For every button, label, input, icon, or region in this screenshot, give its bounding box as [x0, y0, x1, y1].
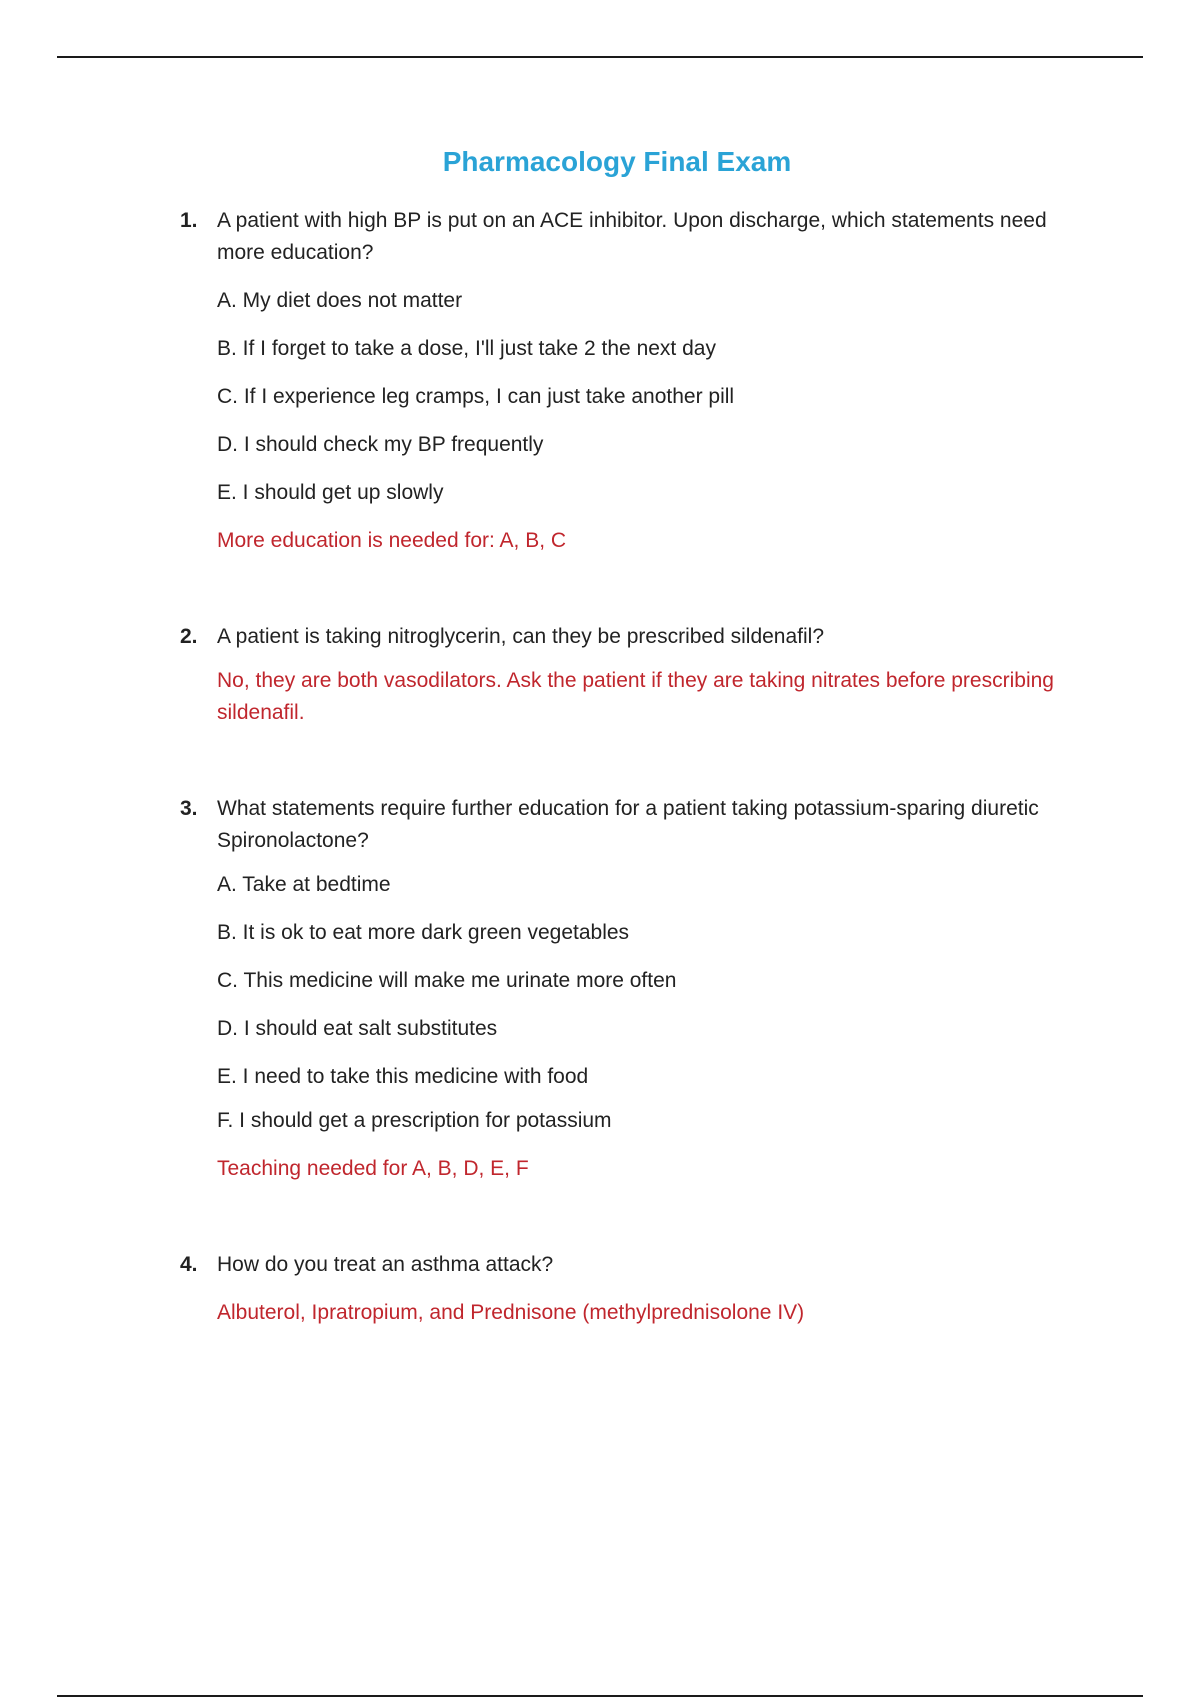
question-1	[180, 205, 1060, 557]
page-title: Pharmacology Final Exam	[442, 146, 792, 177]
answer-option: D. I should check my BP frequently	[217, 433, 544, 456]
question-number: 4.	[180, 1253, 198, 1276]
question-number: 2.	[180, 625, 198, 648]
question-number: 1.	[180, 209, 198, 232]
answer-option: F. I should get a prescription for potassium	[217, 1109, 612, 1132]
question-text: How do you treat an asthma attack?	[217, 1253, 554, 1276]
question-2	[180, 621, 1060, 729]
spacer	[180, 1185, 1060, 1249]
question-3	[180, 793, 1060, 1185]
answer-option: C. If I experience leg cramps, I can just take another pill	[217, 385, 735, 408]
footer-rule	[57, 1695, 1143, 1697]
answer-option: A. Take at bedtime	[217, 873, 391, 896]
answer-key: No, they are both vasodilators. Ask the patient if they are taking nitrates before prescribing sildenafil.	[217, 669, 1054, 724]
question-text: A patient is taking nitroglycerin, can they be prescribed sildenafil?	[217, 625, 825, 648]
header-rule	[57, 56, 1143, 58]
question-text: What statements require further education for a patient taking potassium-sparing diuretic Spironolactone?	[217, 797, 1039, 852]
answer-key: More education is needed for: A, B, C	[217, 529, 567, 552]
answer-option: B. It is ok to eat more dark green vegetables	[217, 921, 630, 944]
spacer	[180, 557, 1060, 621]
answer-key: Teaching needed for A, B, D, E, F	[217, 1157, 529, 1180]
answer-option: A. My diet does not matter	[217, 289, 463, 312]
exam-body	[180, 205, 1060, 1329]
answer-option: B. If I forget to take a dose, I'll just take 2 the next day	[217, 337, 716, 360]
answer-option: C. This medicine will make me urinate more often	[217, 969, 677, 992]
question-4	[180, 1249, 1060, 1329]
question-number: 3.	[180, 797, 198, 820]
answer-option: E. I should get up slowly	[217, 481, 444, 504]
answer-option: E. I need to take this medicine with food	[217, 1065, 589, 1088]
question-text: A patient with high BP is put on an ACE inhibitor. Upon discharge, which statements need more education?	[217, 209, 1047, 264]
answer-key: Albuterol, Ipratropium, and Prednisone (methylprednisolone IV)	[217, 1301, 805, 1324]
answer-option: D. I should eat salt substitutes	[217, 1017, 498, 1040]
spacer	[180, 729, 1060, 793]
